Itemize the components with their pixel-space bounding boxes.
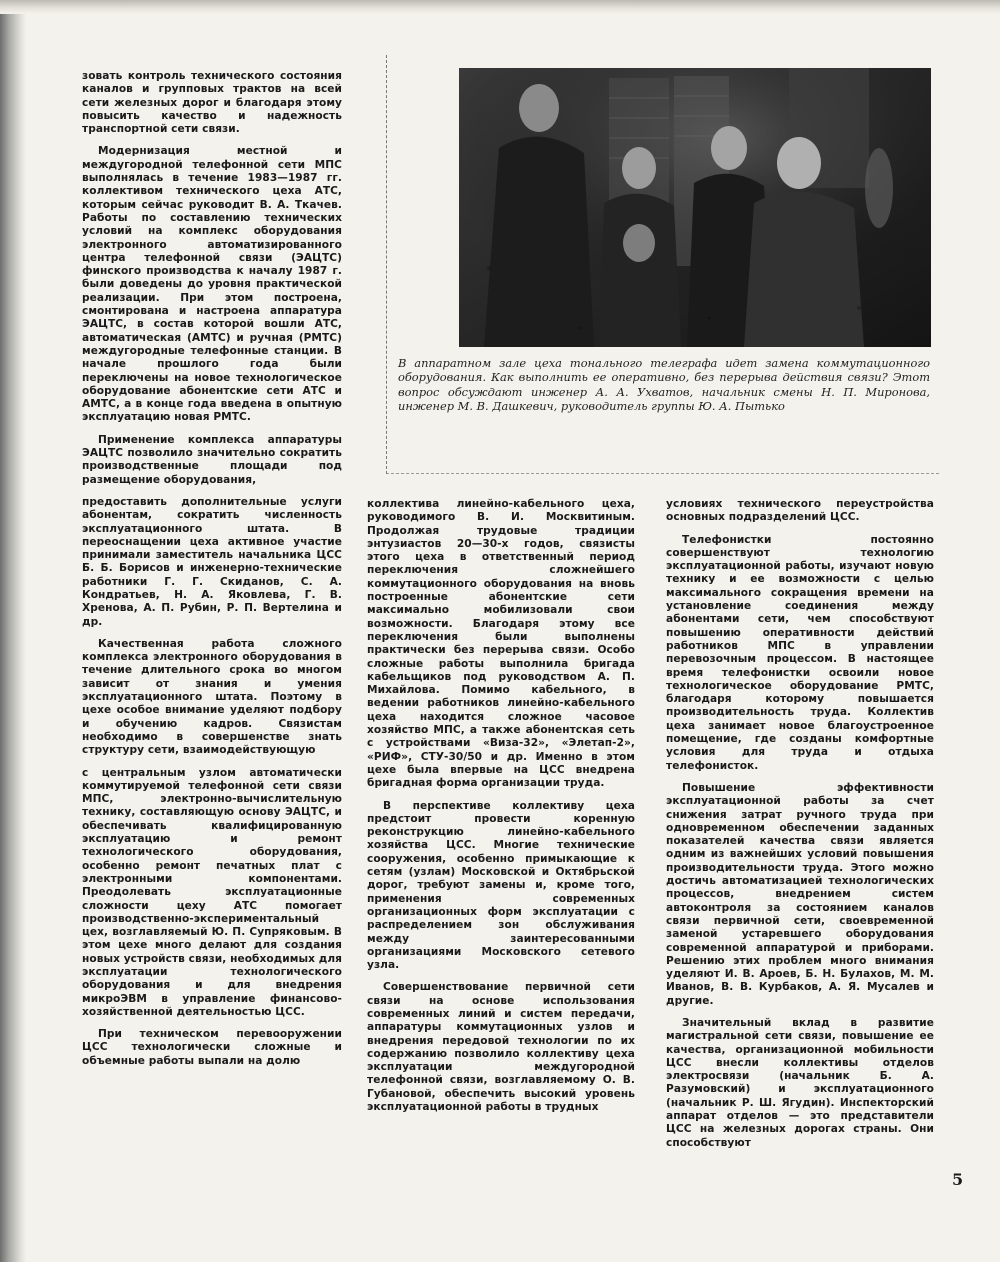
- text-column-3: [666, 498, 934, 1210]
- scan-edge-top: [0, 0, 1000, 14]
- paragraph: Совершенствование первичной сети связи на основе использования современных линий и систем передачи, аппаратуры коммутационных узлов и внедрения передовой технологии по их содержанию позволило коллективу цеха эксплуатации междугородной телефонной связи, возглавляемому О. В. Губановой, обеспечить высокий уровень эксплуатационной работы в трудных: [367, 981, 635, 1114]
- paragraph: коллектива линейно-кабельного цеха, руководимого В. И. Москвитиным. Продолжая трудовые традиции энтузиастов 20—30-х годов, связисты этого цеха в ответственный период переключения сложнейшего коммутационного оборудования на вновь построенные абонентские сети максимально мобилизовали свои возможности. Благодаря этому все переключения были выполнены практически без перерыва связи. Особо сложные работы выполнила бригада кабельщиков под руководством А. П. Михайлова. Помимо кабельного, в ведении работников линейно-кабельного цеха находится сложное часовое хозяйство МПС, а также абонентская сеть с устройствами «Виза-32», «Элетап-2», «РИФ», СТУ-30/50 и др. Именно в этом цехе была впервые на ЦСС внедрена бригадная форма организации труда.: [367, 498, 635, 790]
- paragraph: При техническом перевооружении ЦСС технологически сложные и объемные работы выпали на долю: [82, 1028, 342, 1067]
- paragraph: Применение комплекса аппаратуры ЭАЦТС позволило значительно сократить производственные площади под размещение оборудования,: [82, 433, 342, 486]
- photo-caption: В аппаратном зале цеха тонального телеграфа идет замена коммутационного оборудования. Как выполнить ее оперативно, без перерыва действия связи? Этот вопрос обсуждают инженер А. А. Ухватов, начальник смены Н. П. Миронова, инженер М. В. Дашкевич, руководитель группы Ю. А. Пытько: [398, 356, 930, 413]
- paragraph: Модернизация местной и междугородной телефонной сети МПС выполнялась в течение 1983—1987 гг. коллективом технического цеха АТС, которым сейчас руководит В. А. Ткачев. Работы по составлению технических условий на комплекс оборудования электронного автоматизированного центра телефонной связи (ЭАЦТС) финского производства к началу 1987 г. были доведены до уровня практической реализации. При этом построена, смонтирована и настроена аппаратура ЭАЦТС, в состав которой вошли АТС, автоматическая (АМТС) и ручная (РМТС) междугородные телефонные станции. В начале прошлого года были переключены на новое технологическое оборудование абонентские сети АТС и АМТС, а в конце года введена в опытную эксплуатацию новая РМТС.: [82, 145, 342, 424]
- photo: [459, 68, 931, 347]
- paragraph: условиях технического переустройства основных подразделений ЦСС.: [666, 498, 934, 524]
- scan-edge-left: [0, 0, 26, 1262]
- paragraph: Качественная работа сложного комплекса электронного оборудования в течение длительного срока во многом зависит от знания и умения эксплуатационного штата. Поэтому в цехе особое внимание уделяют подбору и обучению кадров. Связистам необходимо в совершенстве знать структуру сети, взаимодействующую: [82, 637, 342, 757]
- paragraph: Телефонистки постоянно совершенствуют технологию эксплуатационной работы, изучают новую технику и ее возможности с целью максимального сокращения времени на установление соединения между абонентами сети, чем способствуют повышению оперативности действий работников МПС в управлении перевозочным процессом. В настоящее время телефонистки освоили новое технологическое оборудование РМТС, благодаря которому повышается производительность труда. Коллектив цеха занимает новое благоустроенное помещение, где созданы комфортные условия для труда и отдыха телефонисток.: [666, 533, 934, 772]
- text-column-2: [367, 498, 635, 1210]
- photo-image: [459, 68, 931, 347]
- paragraph: зовать контроль технического состояния каналов и групповых трактов на всей сети железных дорог и благодаря этому повысить качество и надежность транспортной сети связи.: [82, 70, 342, 136]
- paragraph: предоставить дополнительные услуги абонентам, сократить численность эксплуатационного штата. В переоснащении цеха активное участие принимали заместитель начальника ЦСС Б. Б. Борисов и инженерно-технические работники Г. Г. Скиданов, С. А. Кондратьев, Н. А. Яковлева, Г. В. Хренова, А. П. Рубин, Р. П. Вертелина и др.: [82, 495, 342, 628]
- paragraph: с центральным узлом автоматически коммутируемой телефонной сети связи МПС, электронно-вычислительную технику, составляющую основу ЭАЦТС, и обеспечивать квалифицированную эксплуатацию и ремонт технологического оборудования, особенно ремонт печатных плат с электронными компонентами. Преодолевать эксплуатационные сложности цеху АТС помогает производственно-экспериментальный цех, возглавляемый Ю. П. Супряковым. В этом цехе много делают для создания новых устройств связи, необходимых для эксплуатации технологического оборудования и для внедрения микроЭВМ в управление финансово-хозяйственной деятельностью ЦСС.: [82, 766, 342, 1018]
- text-column-1: [82, 70, 342, 1200]
- paragraph: Повышение эффективности эксплуатационной работы за счет снижения затрат ручного труда при одновременном обеспечении заданных показателей качества связи является одним из важнейших условий повышения производительности труда. Этого можно достичь автоматизацией технологических процессов, внедрением систем автоконтроля за состоянием каналов связи первичной сети, своевременной заменой устаревшего оборудования современной аппаратурой и приборами. Решению этих проблем много внимания уделяют И. В. Ароев, Б. Н. Булахов, М. М. Иванов, В. В. Курбаков, А. Я. Мусалев и другие.: [666, 781, 934, 1007]
- paragraph: Значительный вклад в развитие магистральной сети связи, повышение ее качества, организационной мобильности ЦСС внесли коллективы отделов электросвязи (начальник Б. А. Разумовский) и эксплуатационного (начальник Р. Ш. Ягудин). Инспекторский аппарат отделов — это представители ЦСС на железных дорогах страны. Они способствуют: [666, 1016, 934, 1149]
- paragraph: В перспективе коллективу цеха предстоит провести коренную реконструкцию линейно-кабельного хозяйства ЦСС. Многие технические сооружения, особенно примыкающие к сетям (узлам) Московской и Октябрьской дорог, требуют замены и, кроме того, применения современных организационных форм эксплуатации с распределением зон обслуживания между заинтересованными организациями Московского сетевого узла.: [367, 799, 635, 972]
- page-number: 5: [952, 1170, 964, 1189]
